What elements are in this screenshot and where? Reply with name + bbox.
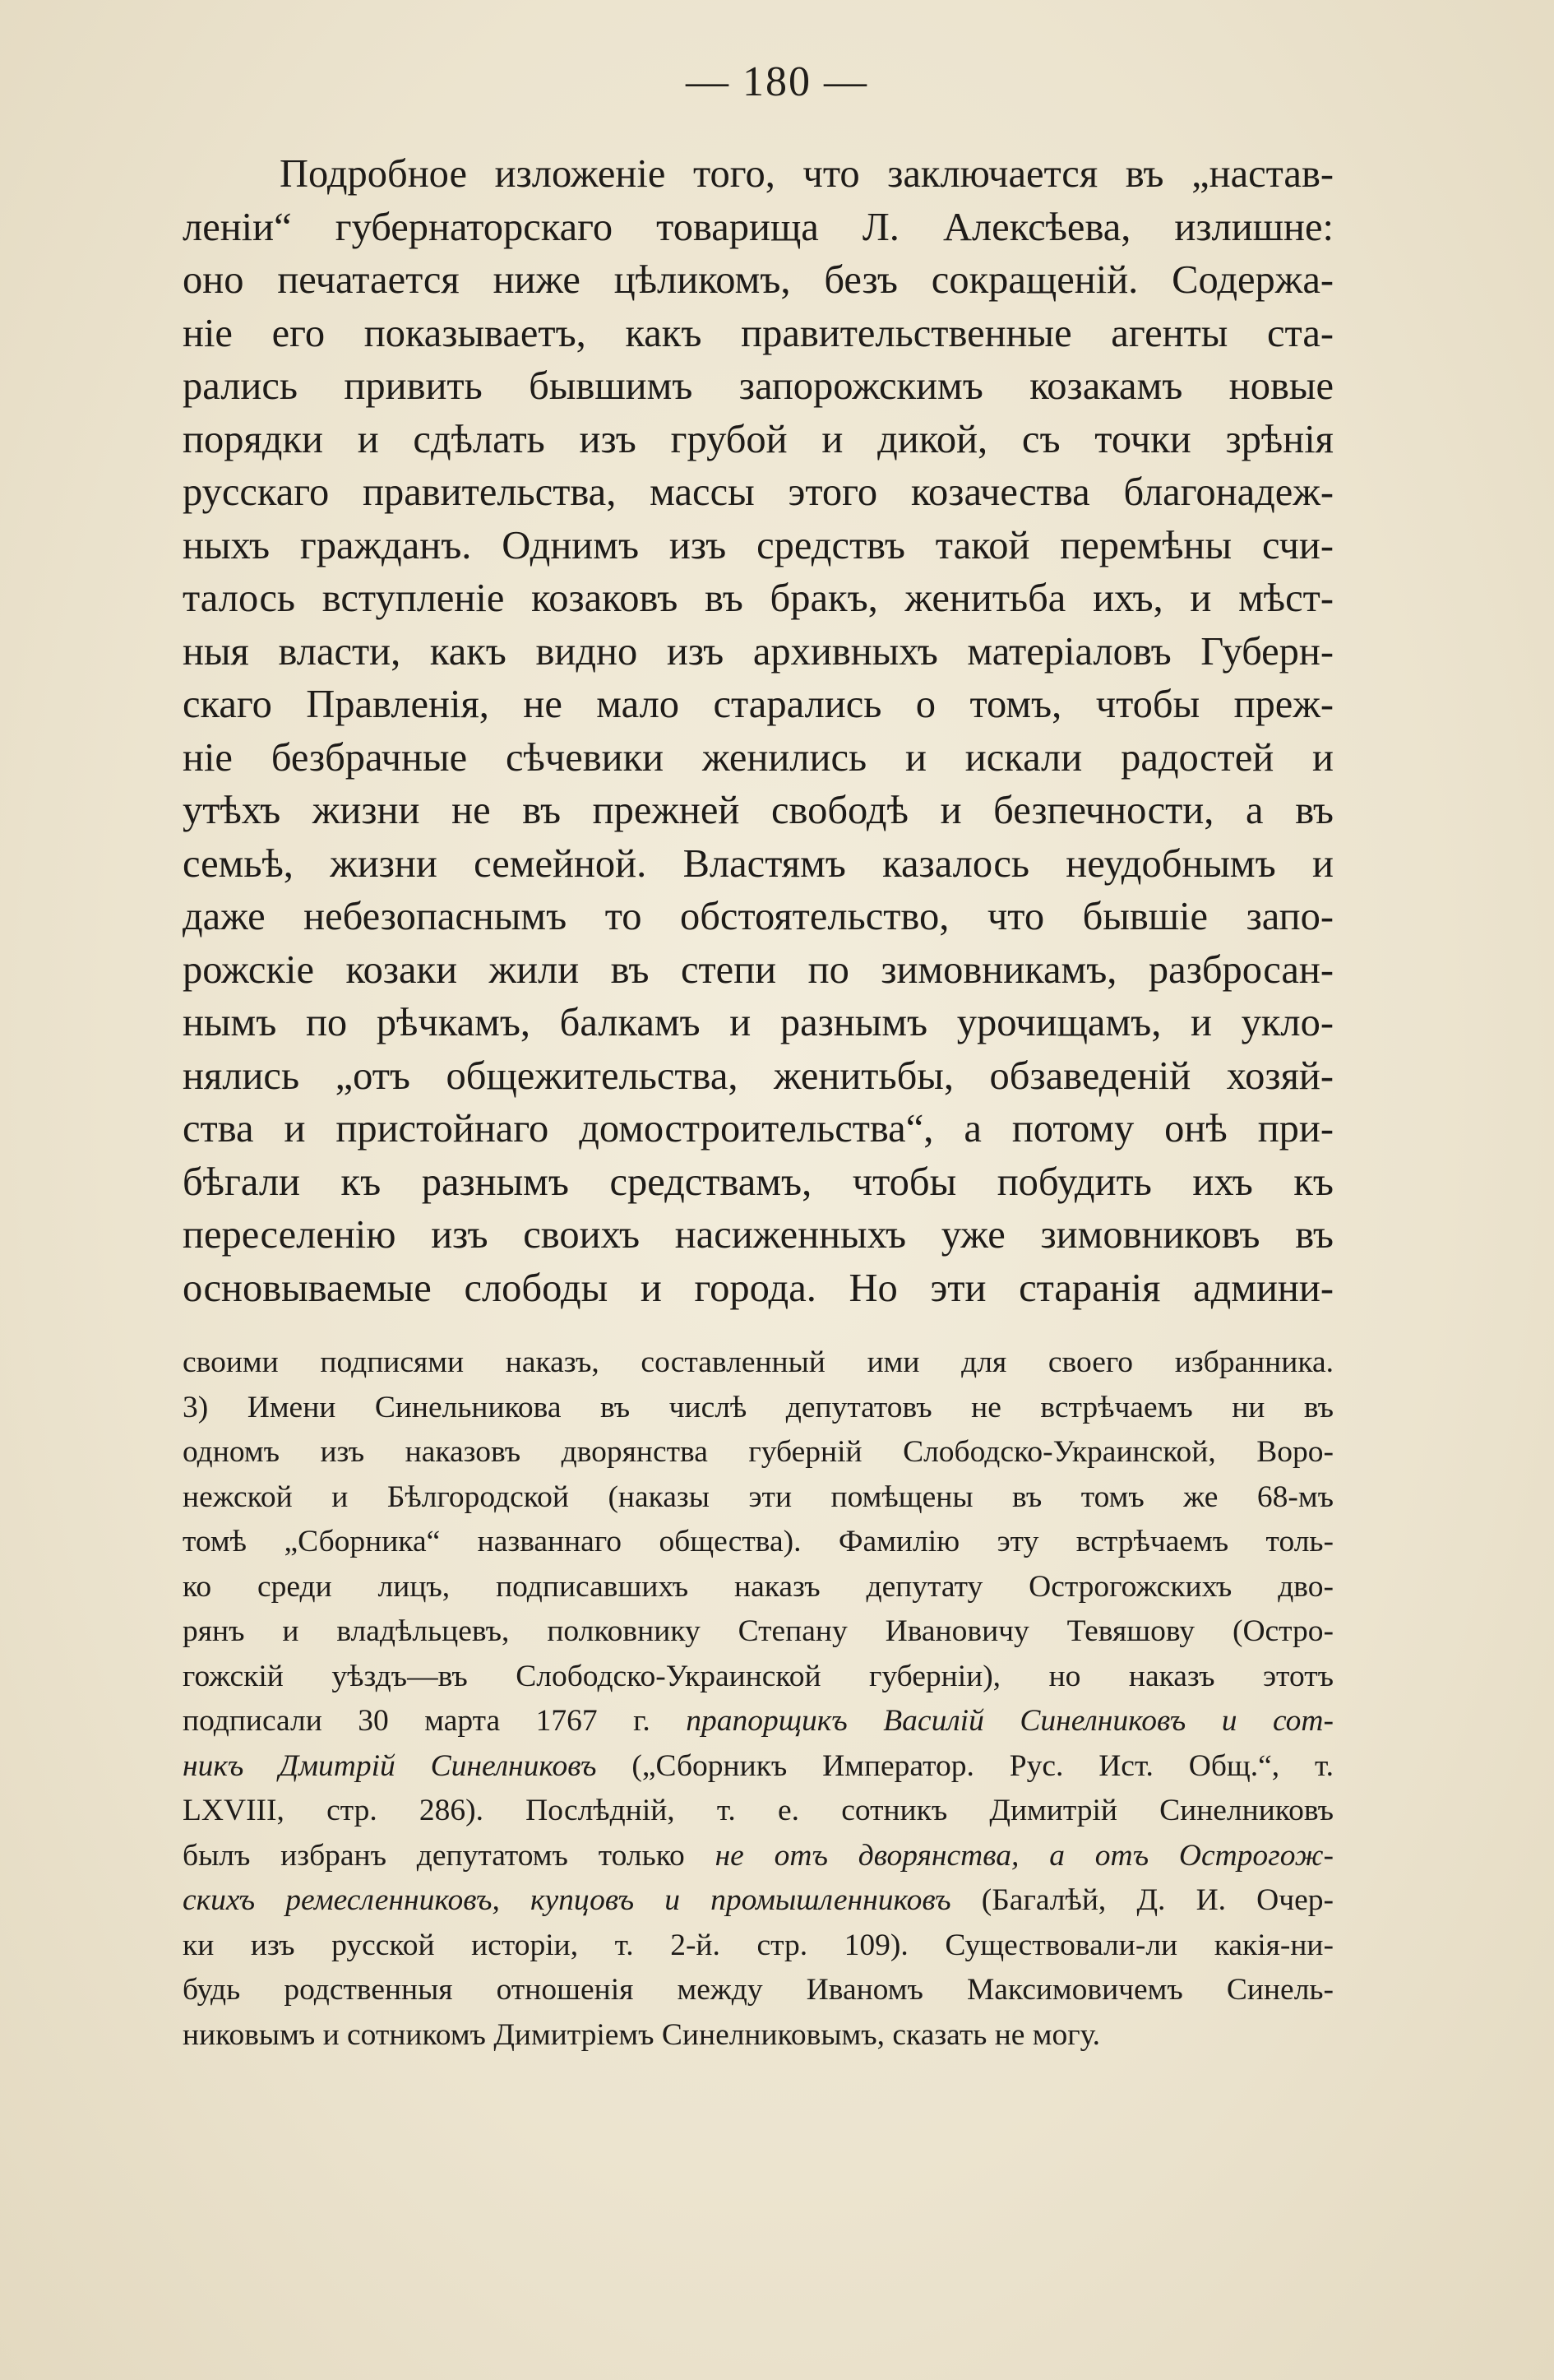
main-text-line: талось вступленіе козаковъ въ бракъ, женитьба ихъ, и мѣст-	[183, 576, 1334, 620]
footnote-text: одномъ изъ наказовъ дворянства губерній Слободско-Украинской, Воро-	[183, 1435, 1334, 1469]
footnote-text: нежской и Бѣлгородской (наказы эти помѣщены въ томъ же 68-мъ	[183, 1479, 1334, 1514]
main-text-line: утѣхъ жизни не въ прежней свободѣ и безпечности, а въ	[183, 789, 1334, 832]
footnote-text: будь родственныя отношенія между Иваномъ Максимовичемъ Синель-	[183, 1973, 1334, 2007]
footnote-line	[183, 1878, 1334, 1924]
main-text-line: скаго Правленія, не мало старались о томъ, чтобы преж-	[183, 683, 1334, 726]
main-text-line: ніе его показываетъ, какъ правительственные агенты ста-	[183, 311, 1334, 355]
footnotes-block	[183, 1340, 1334, 2058]
main-text-line: нымъ по рѣчкамъ, балкамъ и разнымъ урочищамъ, и укло-	[183, 1001, 1334, 1044]
footnote-italic-text: прапорщикъ Василій Синелниковъ и сот-	[686, 1704, 1334, 1738]
main-text-line: ства и пристойнаго домостроительства“, а потому онѣ при-	[183, 1107, 1334, 1151]
footnote-text: 3) Имени Синельникова въ числѣ депутатовъ не встрѣчаемъ ни въ	[183, 1390, 1334, 1424]
footnote-line	[183, 1386, 1334, 1431]
footnote-line	[183, 1475, 1334, 1521]
main-text-line: оно печатается ниже цѣликомъ, безъ сокращеній. Содержа-	[183, 258, 1334, 302]
footnote-text: никовымъ и сотникомъ Димитріемъ Синелниковымъ, сказать не могу.	[183, 2017, 1101, 2052]
footnote-line	[183, 1924, 1334, 1969]
footnote-text: гожскій уѣздъ—въ Слободско-Украинской губерніи), но наказъ этотъ	[183, 1659, 1334, 1693]
footnote-italic-text: не отъ дворянства, а отъ Острогож-	[715, 1838, 1334, 1873]
footnote-italic-text: никъ Дмитрій Синелниковъ	[183, 1748, 597, 1783]
footnote-line	[183, 1968, 1334, 2013]
footnote-line	[183, 1520, 1334, 1565]
main-text-block	[183, 148, 1334, 1315]
footnote-text: рянъ и владѣльцевъ, полковнику Степану Ивановичу Тевяшову (Остро-	[183, 1614, 1334, 1648]
footnote-line	[183, 1655, 1334, 1700]
footnote-line	[183, 1565, 1334, 1610]
footnote-text: („Сборникъ Император. Рус. Ист. Общ.“, т.	[596, 1748, 1334, 1783]
footnote-text: былъ избранъ депутатомъ только	[183, 1838, 715, 1873]
footnote-line	[183, 2013, 1334, 2058]
footnote-line	[183, 1744, 1334, 1790]
main-text-line: ніе безбрачные сѣчевики женились и искали радостей и	[183, 735, 1334, 780]
main-text-line: леніи“ губернаторскаго товарища Л. Алексѣева, излишне:	[183, 205, 1334, 249]
main-text-line: русскаго правительства, массы этого козачества благонадеж-	[183, 470, 1334, 514]
main-text-line: Подробное изложеніе того, что заключается въ „настав-	[280, 152, 1334, 196]
footnote-line	[183, 1430, 1334, 1475]
main-text-line: ныя власти, какъ видно изъ архивныхъ матеріаловъ Губерн-	[183, 629, 1334, 674]
footnote-line	[183, 1699, 1334, 1744]
footnote-text: подписали 30 марта 1767 г.	[183, 1704, 687, 1738]
main-text-line: рались привить бывшимъ запорожскимъ козакамъ новые	[183, 364, 1334, 408]
main-text-line: нялись „отъ общежительства, женитьбы, обзаведеній хозяй-	[183, 1053, 1334, 1098]
footnote-line	[183, 1834, 1334, 1879]
main-text-line: семьѣ, жизни семейной. Властямъ казалось неудобнымъ и	[183, 841, 1334, 886]
main-text-line: переселенію изъ своихъ насиженныхъ уже зимовниковъ въ	[183, 1213, 1334, 1257]
main-text-line: ныхъ гражданъ. Однимъ изъ средствъ такой перемѣны счи-	[183, 523, 1334, 567]
main-text-line: бѣгали къ разнымъ средствамъ, чтобы побудить ихъ къ	[183, 1160, 1334, 1204]
main-text-line: порядки и сдѣлать изъ грубой и дикой, съ точки зрѣнія	[183, 417, 1334, 461]
main-text-line: основываемые слободы и города. Но эти старанія админи-	[183, 1266, 1334, 1310]
footnote-text: ки изъ русской исторіи, т. 2-й. стр. 109). Существовали-ли какія-ни-	[183, 1928, 1334, 1962]
footnote-line	[183, 1789, 1334, 1834]
footnote-text: ко среди лицъ, подписавшихъ наказъ депутату Острогожскихъ дво-	[183, 1569, 1334, 1604]
footnote-text: томѣ „Сборника“ названнаго общества). Фамилію эту встрѣчаемъ толь-	[183, 1525, 1334, 1558]
footnote-line	[183, 1609, 1334, 1655]
footnote-line	[183, 1340, 1334, 1386]
main-text-line: рожскіе козаки жили въ степи по зимовникамъ, разбросан-	[183, 947, 1334, 992]
page-number: — 180 —	[686, 58, 868, 105]
footnote-italic-text: скихъ ремесленниковъ, купцовъ и промышленниковъ	[183, 1883, 951, 1917]
footnote-text: LXVIII, стр. 286). Послѣдній, т. е. сотникъ Димитрій Синелниковъ	[183, 1794, 1334, 1827]
footnote-text: своими подписями наказъ, составленный ими для своего избранника.	[183, 1345, 1334, 1379]
footnote-text: (Багалѣй, Д. И. Очер-	[950, 1883, 1334, 1917]
main-text-line: даже небезопаснымъ то обстоятельство, что бывшіе запо-	[183, 895, 1334, 938]
